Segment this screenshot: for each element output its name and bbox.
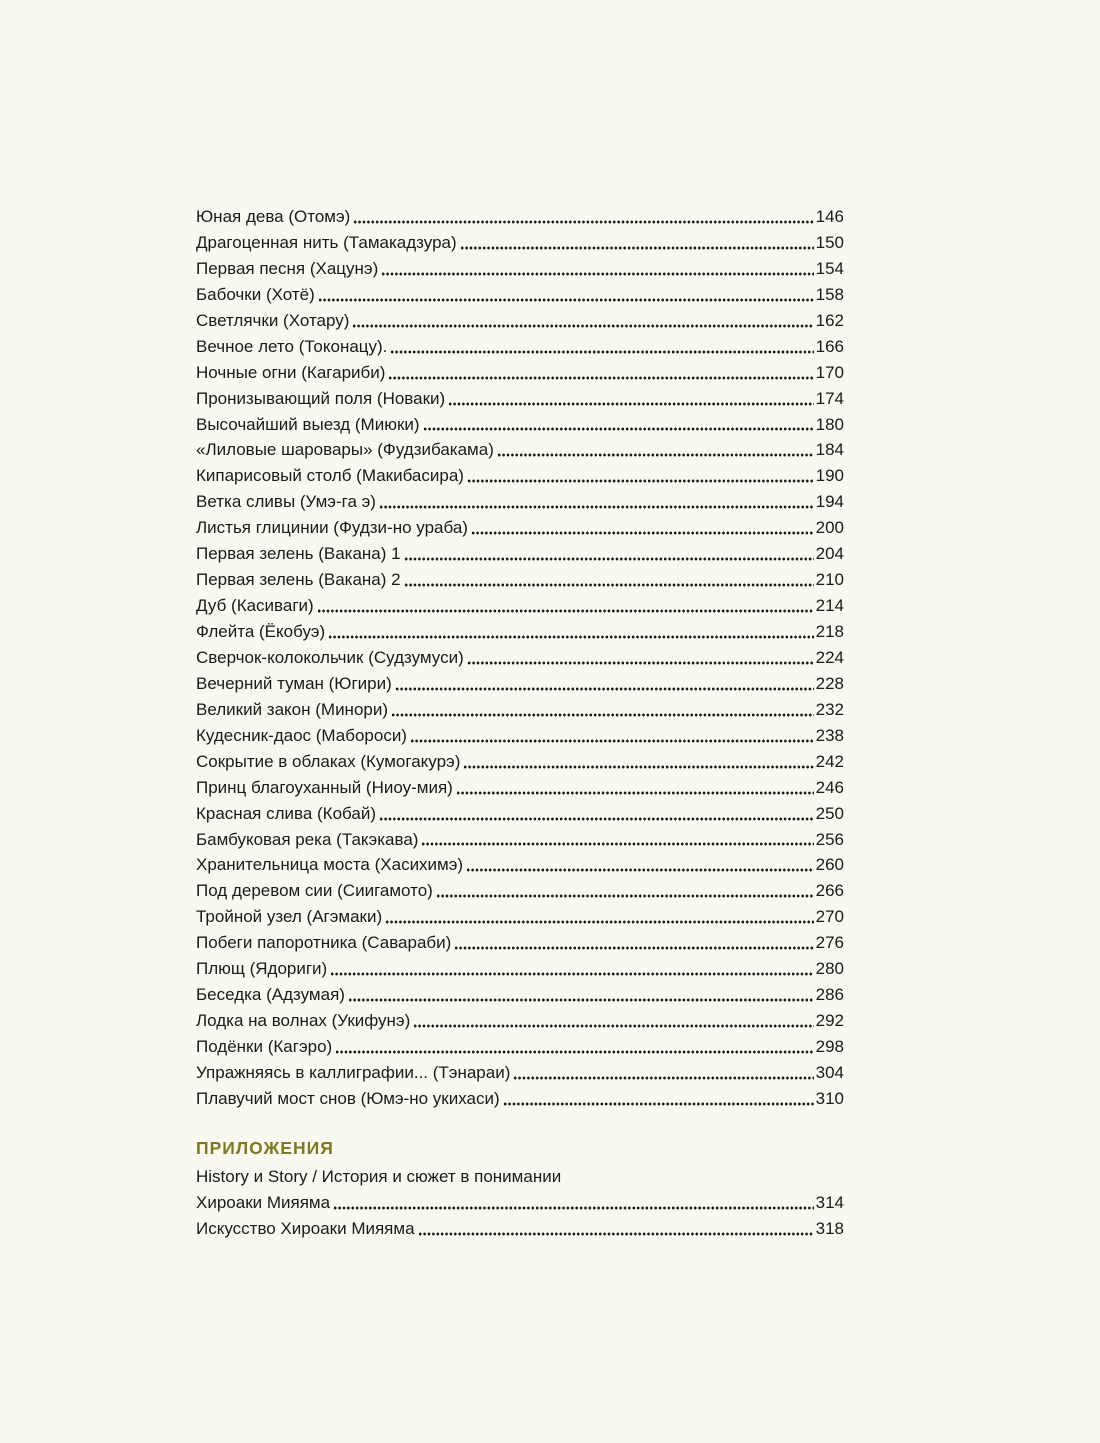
dot-leader (454, 945, 813, 951)
toc-entry-title: Высочайший выезд (Миюки) (196, 414, 420, 434)
toc-entry[interactable] (196, 749, 844, 775)
toc-entry-page-number: 180 (815, 414, 844, 434)
toc-entry-page-number: 314 (815, 1192, 844, 1212)
appendix-section (196, 1134, 844, 1242)
toc-entry-page-number: 194 (815, 492, 844, 512)
dot-leader (379, 504, 814, 510)
toc-entry-page-number: 184 (815, 440, 844, 460)
toc-entry-title: Ночные огни (Кагариби) (196, 362, 386, 382)
toc-entry-page-number: 246 (815, 777, 844, 797)
dot-leader (466, 867, 814, 873)
toc-entry[interactable] (196, 1216, 844, 1242)
toc-entry-title: Красная слива (Кобай) (196, 803, 376, 823)
toc-entry-page-number: 214 (815, 596, 844, 616)
toc-entry-page-number: 304 (815, 1062, 844, 1082)
toc-entry[interactable] (196, 463, 844, 489)
toc-entry-title: Светлячки (Хотару) (196, 310, 350, 330)
toc-entry-title: Беседка (Адзумая) (196, 985, 345, 1005)
toc-entry[interactable] (196, 1008, 844, 1034)
toc-entry[interactable] (196, 334, 844, 360)
toc-entry-title: Юная дева (Отомэ) (196, 207, 351, 226)
toc-entry-title: Кудесник-даос (Мабороси) (196, 725, 407, 745)
toc-entry-page-number: 260 (815, 855, 844, 875)
toc-entry-title: Вечное лето (Токонацу). (196, 336, 388, 356)
toc-entry[interactable] (196, 1034, 844, 1060)
toc-entry[interactable] (196, 956, 844, 982)
toc-entry-title: Тройной узел (Агэмаки) (196, 907, 383, 927)
toc-entry-title: Плющ (Ядориги) (196, 959, 328, 979)
toc-entry-page-number: 154 (815, 258, 844, 278)
toc-entry-title: Ветка сливы (Умэ-га э) (196, 492, 376, 512)
toc-entry[interactable] (196, 852, 844, 878)
toc-entry[interactable] (196, 515, 844, 541)
toc-entry-title: Бамбуковая река (Такэкава) (196, 829, 419, 849)
dot-leader (421, 841, 813, 847)
dot-leader (395, 686, 814, 692)
toc-entry-page-number: 146 (815, 207, 844, 226)
toc-entry-page-number: 310 (815, 1088, 844, 1108)
toc-entry-title: Великий закон (Минори) (196, 699, 389, 719)
dot-leader (463, 764, 813, 770)
toc-entry-page-number: 190 (815, 466, 844, 486)
toc-entry-page-number: 232 (815, 699, 844, 719)
toc-entry-title: Лодка на волнах (Укифунэ) (196, 1011, 411, 1031)
toc-entry-title: Бабочки (Хотё) (196, 284, 315, 304)
dot-leader (390, 349, 813, 355)
dot-leader (335, 1049, 813, 1055)
dot-leader (330, 971, 813, 977)
toc-entry[interactable] (196, 1086, 844, 1112)
dot-leader (436, 893, 814, 899)
dot-leader (418, 1231, 814, 1237)
toc-entry-title: Сокрытие в облаках (Кумогакурэ) (196, 751, 461, 771)
toc-entry-title: Под деревом сии (Сиигамото) (196, 881, 433, 901)
toc-entry[interactable] (196, 827, 844, 853)
dot-leader (388, 375, 813, 381)
toc-entry-title: Драгоценная нить (Тамакадзура) (196, 232, 457, 252)
table-of-contents (196, 204, 844, 1112)
toc-entry-page-number: 170 (815, 362, 844, 382)
toc-entry[interactable] (196, 775, 844, 801)
toc-entry[interactable] (196, 541, 844, 567)
toc-entry-page-number: 292 (815, 1011, 844, 1031)
appendix-heading: ПРИЛОЖЕНИЯ (196, 1138, 334, 1158)
toc-entry[interactable] (196, 619, 844, 645)
toc-entry-page-number: 228 (815, 673, 844, 693)
dot-leader (353, 219, 813, 225)
toc-entry[interactable] (196, 904, 844, 930)
dot-leader (381, 271, 813, 277)
toc-entry[interactable] (196, 593, 844, 619)
toc-entry-page-number: 210 (815, 570, 844, 590)
toc-entry-page-number: 204 (815, 544, 844, 564)
toc-entry[interactable] (196, 697, 844, 723)
toc-entry-title: Листья глицинии (Фудзи-но ураба) (196, 518, 468, 538)
toc-entry[interactable] (196, 567, 844, 593)
dot-leader (503, 1101, 814, 1107)
toc-entry-page-number: 280 (815, 959, 844, 979)
toc-entry-title: Сверчок-колокольчик (Судзумуси) (196, 647, 464, 667)
toc-entry-title: Вечерний туман (Югири) (196, 673, 392, 693)
dot-leader (385, 919, 813, 925)
toc-entry-title: Плавучий мост снов (Юмэ-но укихаси) (196, 1088, 500, 1108)
toc-entry-page-number: 298 (815, 1037, 844, 1056)
toc-entry-page-number: 266 (815, 881, 844, 901)
toc-entry-page-number: 158 (815, 284, 844, 304)
toc-entry-title: Хироаки Мияяма (196, 1192, 331, 1212)
toc-entry-page-number: 318 (815, 1218, 844, 1238)
dot-leader (379, 816, 814, 822)
toc-entry-page-number: 200 (815, 518, 844, 538)
toc-entry-title: Подёнки (Кагэро) (196, 1037, 333, 1056)
dot-leader (497, 452, 814, 458)
toc-entry[interactable] (196, 308, 844, 334)
toc-entry[interactable] (196, 1190, 844, 1216)
dot-leader (352, 323, 813, 329)
dot-leader (348, 997, 814, 1003)
toc-entry-page-number: 242 (815, 751, 844, 771)
dot-leader (456, 790, 814, 796)
dot-leader (318, 297, 814, 303)
toc-entry-page-number: 166 (815, 336, 844, 356)
toc-entry[interactable] (196, 489, 844, 515)
toc-entry[interactable] (196, 1060, 844, 1086)
toc-entry-title: Упражняясь в каллиграфии... (Тэнараи) (196, 1062, 511, 1082)
toc-entry-page-number: 250 (815, 803, 844, 823)
toc-entry-title: Дуб (Касиваги) (196, 596, 314, 616)
toc-entry-page-number: 224 (815, 647, 844, 667)
toc-entry[interactable] (196, 360, 844, 386)
dot-leader (467, 660, 814, 666)
toc-entry[interactable] (196, 230, 844, 256)
toc-entry-page-number: 276 (815, 933, 844, 953)
toc-entry-title: Флейта (Ёкобуэ) (196, 622, 326, 641)
dot-leader (467, 478, 814, 484)
dot-leader (333, 1205, 814, 1211)
toc-entry[interactable] (196, 386, 844, 412)
dot-leader (448, 401, 813, 407)
toc-entry-page-number: 270 (815, 907, 844, 927)
toc-entry-page-number: 238 (815, 725, 844, 745)
toc-entry[interactable] (196, 801, 844, 827)
toc-entry[interactable] (196, 723, 844, 749)
toc-entry[interactable] (196, 671, 844, 697)
appendix-line: History и Story / История и сюжет в понимании (196, 1167, 562, 1186)
toc-entry-title: Искусство Хироаки Мияяма (196, 1218, 415, 1238)
dot-leader (404, 556, 814, 562)
toc-entry[interactable] (196, 204, 844, 230)
dot-leader (404, 582, 814, 588)
toc-entry[interactable] (196, 412, 844, 438)
dot-leader (513, 1075, 813, 1081)
toc-entry-title: Побеги папоротника (Савараби) (196, 933, 452, 953)
toc-entry[interactable] (196, 930, 844, 956)
toc-entry-title: «Лиловые шаровары» (Фудзибакама) (196, 440, 494, 460)
toc-entry-page-number: 218 (815, 622, 844, 641)
toc-entry[interactable] (196, 878, 844, 904)
toc-entry-title: Принц благоуханный (Ниоу-мия) (196, 777, 453, 797)
appendix-entries (196, 1190, 844, 1242)
toc-entry[interactable] (196, 282, 844, 308)
toc-entry-page-number: 286 (815, 985, 844, 1005)
toc-entry[interactable] (196, 256, 844, 282)
toc-entry-title: Хранительница моста (Хасихимэ) (196, 855, 464, 875)
toc-entry[interactable] (196, 982, 844, 1008)
dot-leader (413, 1023, 813, 1029)
dot-leader (410, 738, 814, 744)
toc-entry-title: Первая песня (Хацунэ) (196, 258, 379, 278)
toc-entry-title: Первая зелень (Вакана) 1 (196, 544, 401, 564)
dot-leader (391, 712, 814, 718)
toc-entry-page-number: 174 (815, 388, 844, 408)
toc-entry-title: Пронизывающий поля (Новаки) (196, 388, 446, 408)
toc-entry-page-number: 256 (815, 829, 844, 849)
toc-entry-page-number: 150 (815, 232, 844, 252)
toc-entry-title: Кипарисовый столб (Макибасира) (196, 466, 464, 486)
dot-leader (328, 634, 814, 640)
toc-entry[interactable] (196, 645, 844, 671)
dot-leader (423, 426, 814, 432)
toc-entry-page-number: 162 (815, 310, 844, 330)
dot-leader (471, 530, 814, 536)
dot-leader (317, 608, 814, 614)
toc-entry[interactable] (196, 437, 844, 463)
dot-leader (460, 245, 814, 251)
toc-entry-title: Первая зелень (Вакана) 2 (196, 570, 401, 590)
